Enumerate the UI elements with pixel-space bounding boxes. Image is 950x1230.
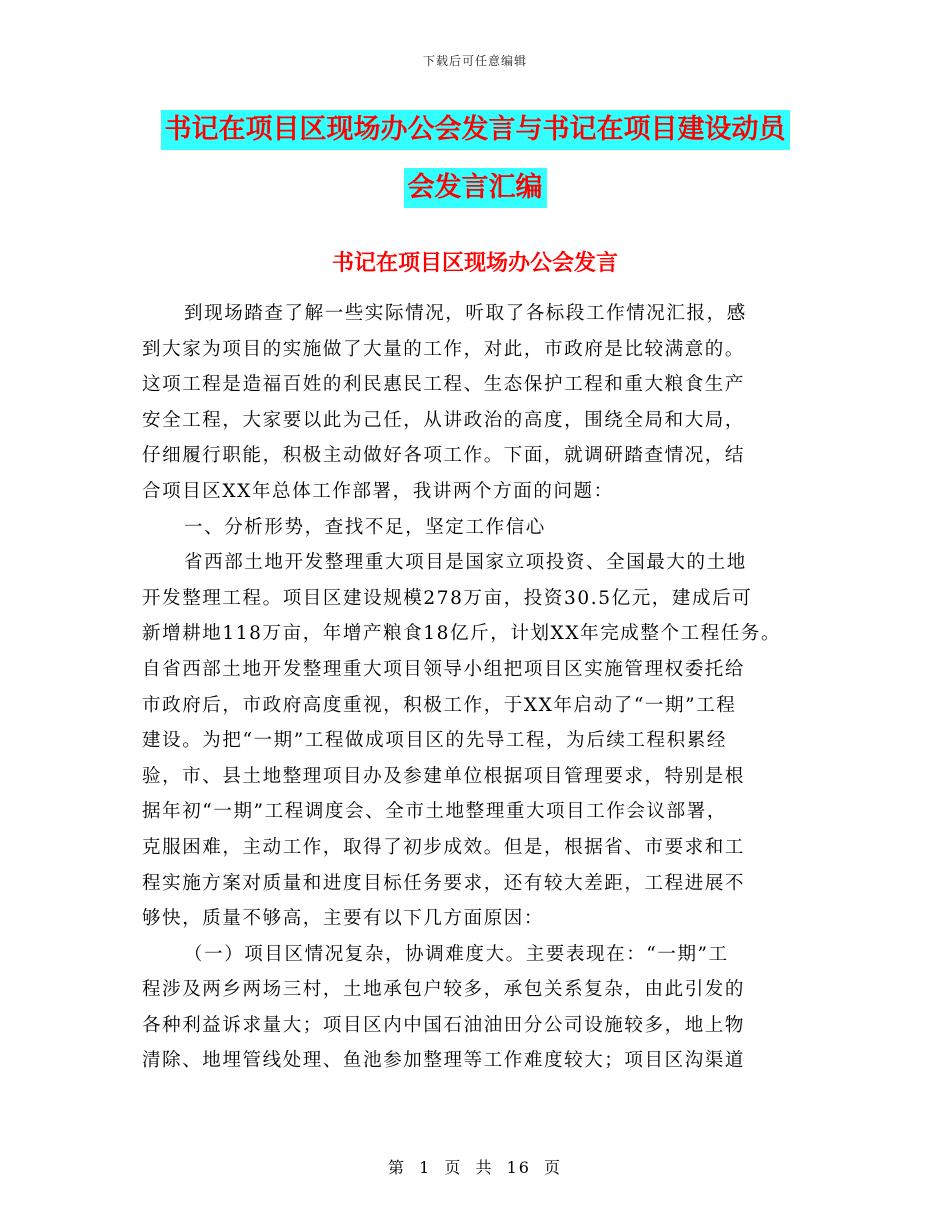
body-heading-line: 一、分析形势，查找不足，坚定工作信心: [184, 516, 546, 538]
body-line: 自省西部土地开发整理重大项目领导小组把项目区实施管理权委托给: [142, 658, 746, 680]
body-line: 清除、地埋管线处理、鱼池参加整理等工作难度较大；项目区沟渠道: [142, 1050, 746, 1072]
body-line: 仔细履行职能，积极主动做好各项工作。下面，就调研踏查情况，结: [142, 445, 746, 467]
body-line: 到大家为项目的实施做了大量的工作，对此，市政府是比较满意的。: [142, 338, 746, 360]
body-line: 到现场踏查了解一些实际情况，听取了各标段工作情况汇报，感: [184, 303, 747, 324]
body-line: 市政府后，市政府高度重视，积极工作，于XX年启动了“一期”工程: [142, 694, 737, 716]
footer-suffix: 页: [544, 1158, 563, 1177]
body-line: 够快，质量不够高，主要有以下几方面原因：: [142, 908, 545, 930]
body-line: 新增耕地118万亩，年增产粮食18亿斤，计划XX年完成整个工程任务。: [142, 623, 782, 645]
footer-prefix: 第: [387, 1158, 406, 1177]
footer-total-pages: 16: [506, 1158, 531, 1177]
body-line: 合项目区XX年总体工作部署，我讲两个方面的问题：: [142, 480, 614, 502]
body-line: 这项工程是造福百姓的利民惠民工程、生态保护工程和重大粮食生产: [142, 374, 746, 396]
body-line: 开发整理工程。项目区建设规模278万亩，投资30.5亿元，建成后可: [142, 587, 753, 609]
body-line: 省西部土地开发整理重大项目是国家立项投资、全国最大的土地: [184, 552, 747, 574]
body-line: 程实施方案对质量和进度目标任务要求，还有较大差距，工程进展不: [142, 872, 746, 894]
document-title-line-2: 会发言汇编: [404, 168, 547, 208]
footer-page-word: 页: [444, 1158, 463, 1177]
body-text: [142, 296, 832, 1079]
footer-page-number: 1: [419, 1158, 432, 1177]
body-line: 安全工程，大家要以此为己任，从讲政治的高度，围绕全局和大局，: [142, 409, 746, 431]
body-line: 程涉及两乡两场三村，土地承包户较多，承包关系复杂，由此引发的: [142, 979, 746, 1001]
body-line: 克服困难，主动工作，取得了初步成效。但是，根据省、市要求和工: [142, 836, 746, 858]
body-line: 各种利益诉求量大；项目区内中国石油油田分公司设施较多，地上物: [142, 1014, 746, 1036]
body-line: 验，市、县土地整理项目办及参建单位根据项目管理要求，特别是根: [142, 765, 746, 787]
section-title: 书记在项目区现场办公会发言: [331, 250, 618, 276]
document-title: [0, 110, 950, 208]
header-note: 下载后可任意编辑: [422, 54, 527, 68]
body-line: 建设。为把“一期”工程做成项目区的先导工程，为后续工程积累经: [142, 730, 727, 752]
page-footer: [0, 1155, 950, 1178]
body-line: 据年初“一期”工程调度会、全市土地整理重大项目工作会议部署，: [142, 801, 727, 823]
footer-total-prefix: 共: [475, 1158, 494, 1177]
document-title-line-1: 书记在项目区现场办公会发言与书记在项目建设动员: [161, 110, 790, 150]
body-line: （一）项目区情况复杂，协调难度大。主要表现在：“一期”工: [184, 943, 729, 965]
